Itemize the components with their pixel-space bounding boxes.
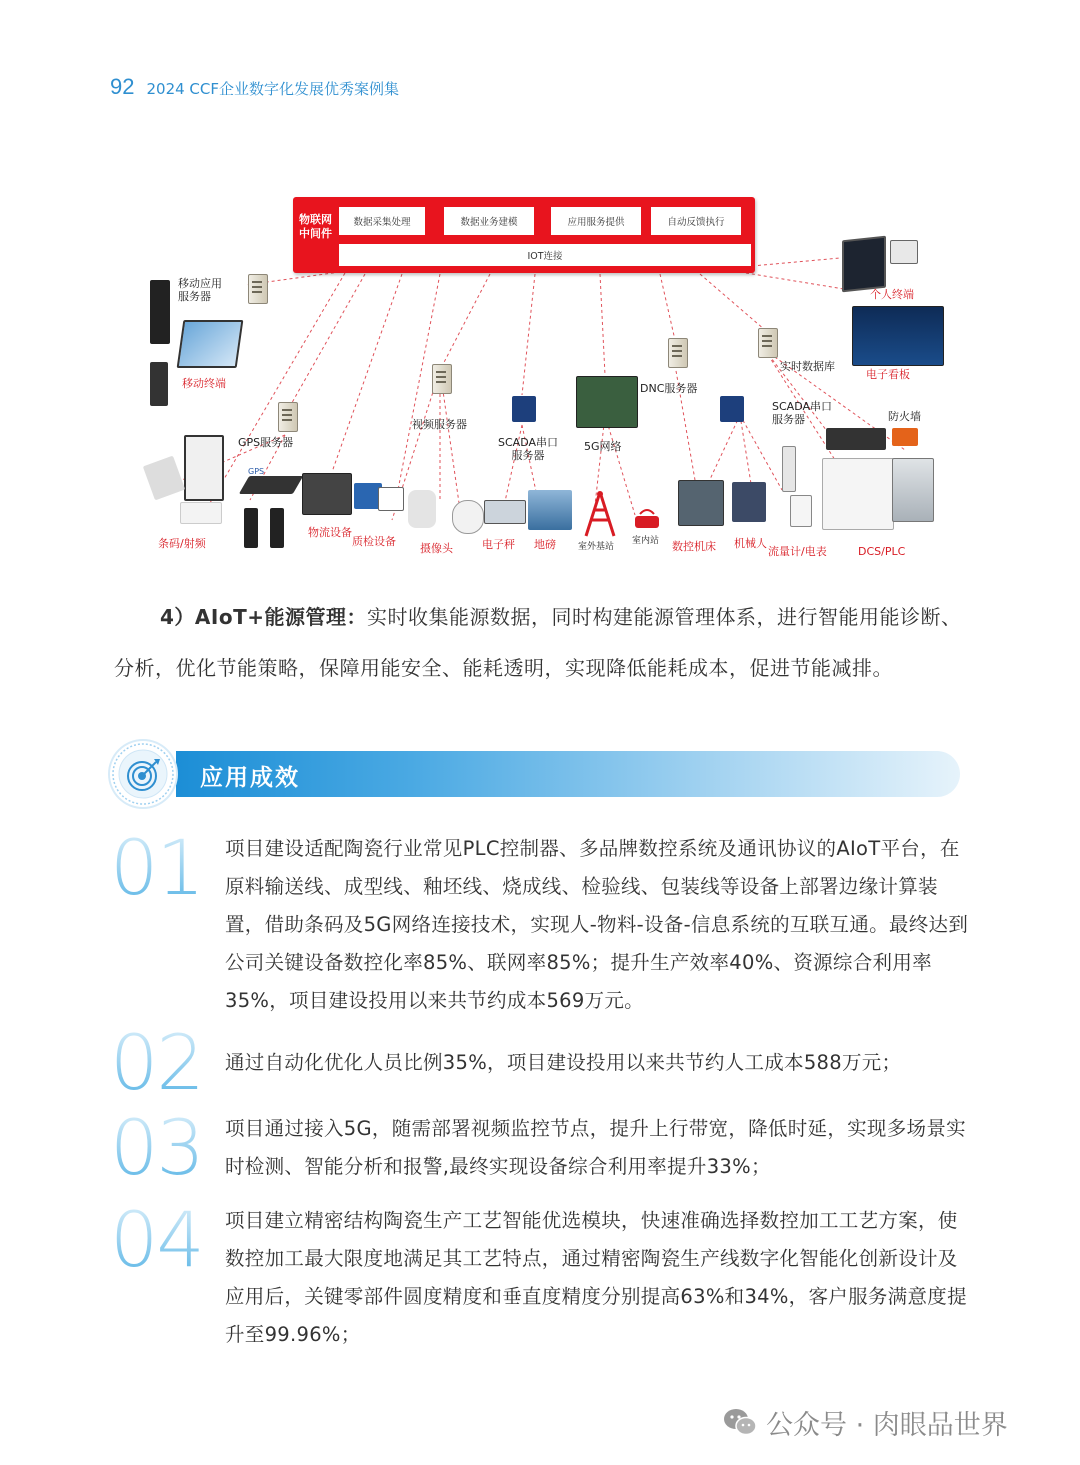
5g-module-icon — [576, 376, 638, 428]
phone-icon — [150, 362, 168, 406]
target-icon — [110, 741, 176, 807]
result-item-01 — [110, 823, 970, 1012]
label-personal-terminal: 个人终端 — [870, 288, 914, 301]
dashboard-screen-icon — [852, 306, 944, 366]
energy-management-paragraph — [114, 592, 970, 694]
item-number: 01 — [110, 823, 203, 912]
camera-icon — [408, 490, 436, 528]
gps-handheld-icon — [270, 508, 284, 548]
plc-rack-icon — [826, 428, 886, 450]
robot-icon — [732, 482, 766, 522]
weighbridge-icon — [528, 490, 572, 530]
iot-middleware-box — [293, 197, 755, 273]
page-header-title: 2024 CCF企业数字化发展优秀案例集 — [146, 80, 400, 98]
item-text: 项目通过接入5G，随需部署视频监控节点，提升上行带宽，降低时延，实现多场景实时检测、智能分析和报警,最终实现设备综合利用率提升33%； — [225, 1117, 966, 1178]
label-video-server: 视频服务器 — [412, 418, 467, 431]
watermark — [722, 1400, 1008, 1444]
label-scale: 电子秤 — [482, 538, 515, 551]
label-mobile-terminal: 移动终端 — [182, 377, 226, 390]
paragraph-heading: 4）AIoT+能源管理： — [160, 605, 367, 629]
item-text: 通过自动化优化人员比例35%，项目建设投用以来共节约人工成本588万元； — [225, 1051, 902, 1074]
server-icon — [278, 402, 298, 432]
result-item-03 — [110, 1103, 970, 1192]
serial-server-icon — [720, 396, 744, 422]
tablet-icon — [177, 320, 244, 368]
label-gps-server: GPS服务器 — [238, 436, 294, 449]
watermark-text: 公众号 · 肉眼品世界 — [766, 1409, 1008, 1441]
label-gps-tag: GPS — [248, 467, 265, 476]
electric-meter-icon — [790, 495, 812, 527]
section-title: 应用成效 — [200, 765, 300, 791]
middleware-cell-2: 数据业务建模 — [444, 207, 534, 235]
result-item-02 — [110, 1018, 970, 1107]
label-dashboard: 电子看板 — [866, 368, 910, 381]
item-text: 项目建设适配陶瓷行业常见PLC控制器、多品牌数控系统及通讯协议的AIoT平台，在原料输送线、成型线、釉坯线、烧成线、检验线、包装线等设备上部署边缘计算装置，借助条码及5G网络连接技术，实现人-物料-设备-信息系统的互联互通。最终达到公司关键设备数控化率85%、联网率85%；提升生产效率40%、资源综合利用率35%，项目建设投用以来共节约成本569万元。 — [225, 837, 969, 1012]
firewall-icon — [892, 428, 918, 446]
rfid-card-icon — [180, 502, 222, 524]
label-outdoor-station: 室外基站 — [578, 542, 615, 552]
logistics-device-icon — [302, 473, 352, 515]
desktop-pc-icon — [890, 240, 918, 264]
page-header — [110, 74, 399, 104]
plc-modules-icon — [822, 458, 894, 530]
label-barcode-rfid: 条码/射频 — [158, 537, 206, 550]
touch-panel-icon — [842, 236, 886, 293]
label-mobile-server: 移动应用服务器 — [178, 277, 222, 303]
label-dcs-plc: DCS/PLC — [858, 545, 906, 558]
cell-tower-icon — [580, 488, 620, 538]
server-icon — [432, 364, 452, 394]
label-realtime-db: 实时数据库 — [780, 360, 835, 373]
wechat-icon — [722, 1407, 758, 1437]
handheld-terminal-icon — [150, 280, 170, 344]
label-firewall: 防火墙 — [888, 410, 921, 423]
item-number: 02 — [110, 1018, 203, 1107]
iot-connection-bar: IOT连接 — [339, 244, 751, 266]
monitor-icon — [378, 487, 404, 511]
server-icon — [248, 274, 268, 304]
middleware-label: 物联网中间件 — [299, 213, 332, 240]
server-icon — [668, 338, 688, 368]
middleware-cell-4: 自动反馈执行 — [651, 207, 741, 235]
label-indoor-station: 室内站 — [632, 536, 660, 546]
middleware-cell-3: 应用服务提供 — [551, 207, 641, 235]
label-5g-network: 5G网络 — [584, 440, 622, 453]
label-logistics: 物流设备 — [308, 526, 352, 539]
label-dnc-server: DNC服务器 — [640, 382, 698, 395]
barcode-terminal-icon — [184, 435, 224, 501]
item-number: 03 — [110, 1103, 203, 1192]
label-flow-meter: 流量计/电表 — [768, 545, 827, 558]
scale-icon — [484, 500, 526, 524]
paragraph-body: 实时收集能源数据，同时构建能源管理体系，进行智能用能诊断、分析，优化节能策略，保障用能安全、能耗透明，实现降低能耗成本，促进节能减排。 — [114, 605, 962, 680]
label-scada-2: SCADA串口服务器 — [772, 400, 832, 426]
label-scada-1: SCADA串口服务器 — [498, 436, 558, 462]
page-number: 92 — [110, 74, 135, 99]
iot-architecture-diagram — [140, 190, 940, 575]
label-robot: 机械人 — [734, 537, 767, 550]
label-cnc: 数控机床 — [672, 540, 716, 553]
gps-handheld-icon — [244, 508, 258, 548]
middleware-cell-1: 数据采集处理 — [339, 207, 425, 235]
result-item-04 — [110, 1195, 970, 1362]
item-number: 04 — [110, 1195, 203, 1284]
gps-device-icon — [239, 476, 303, 494]
section-header-bar — [176, 751, 960, 797]
label-camera: 摄像头 — [420, 542, 453, 555]
dome-camera-icon — [452, 500, 484, 534]
item-text: 项目建立精密结构陶瓷生产工艺智能优选模块，快速准确选择数控加工工艺方案，使数控加工最大限度地满足其工艺特点，通过精密陶瓷生产线数字化智能化创新设计及应用后，关键零部件圆度精度和垂直度精度分别提高63%和34%，客户服务满意度提升至99.96%； — [225, 1209, 967, 1346]
label-qc: 质检设备 — [352, 535, 396, 548]
router-icon — [632, 506, 662, 530]
control-cabinet-icon — [892, 458, 934, 522]
server-icon — [758, 328, 778, 358]
flowmeter-icon — [782, 446, 796, 492]
serial-server-icon — [512, 396, 536, 422]
label-weighbridge: 地磅 — [534, 538, 556, 551]
cnc-machine-icon — [678, 480, 724, 526]
